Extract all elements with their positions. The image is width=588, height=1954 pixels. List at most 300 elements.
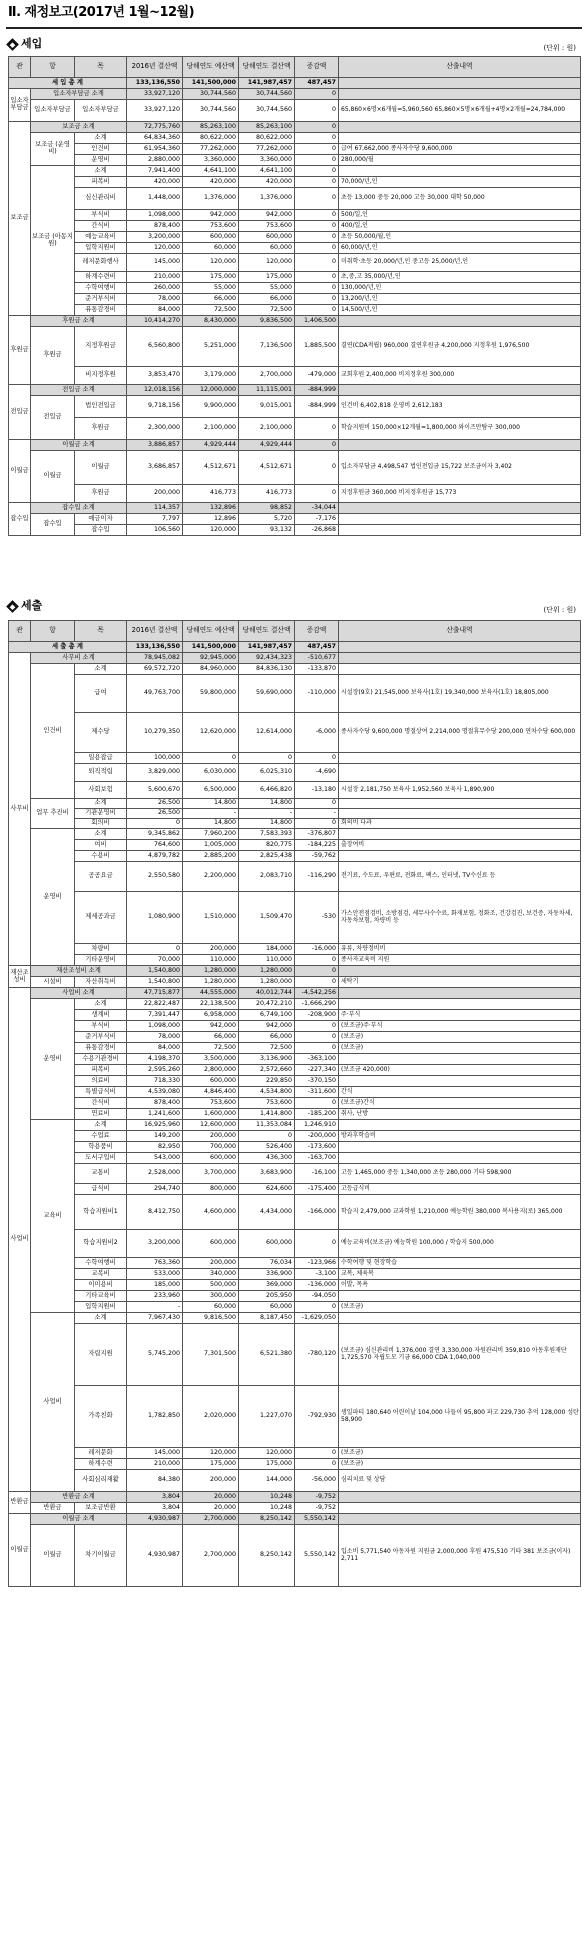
cell-mok: 도서구입비 (75, 1153, 127, 1164)
cell-diff: -9,752 (295, 1492, 339, 1503)
cell-budget: 500,000 (183, 1280, 239, 1291)
table-row (9, 232, 581, 243)
cell-note: 시설장(9호) 21,545,000 보육사(1호) 19,340,000 보육사(1호) 18,805,000 (339, 675, 581, 713)
cell-diff: -34,044 (295, 503, 339, 514)
cell-2016: 149,200 (127, 1131, 183, 1142)
cell-diff: -7,176 (295, 514, 339, 525)
cell-2016: 7,941,400 (127, 166, 183, 177)
cell-mok: 여비 (75, 840, 127, 851)
cell-mok: 소계 (75, 166, 127, 177)
cell-settle: 20,472,210 (239, 999, 295, 1010)
cell-budget: 1,600,000 (183, 1109, 239, 1120)
cell-budget: 942,000 (183, 1021, 239, 1032)
cell-hang: 입소자부담금 (31, 100, 75, 122)
cell-settle: 2,572,660 (239, 1065, 295, 1076)
cell-budget: 120,000 (183, 525, 239, 536)
diamond-bullet-icon (6, 600, 19, 613)
cell-diff: 0 (295, 254, 339, 272)
cell-diff: -175,400 (295, 1184, 339, 1195)
cell-settle: 1,414,800 (239, 1109, 295, 1120)
cell-2016: 5,600,670 (127, 782, 183, 799)
cell-subtotal-label: 후원금 소계 (31, 316, 127, 327)
cell-diff: 0 (295, 272, 339, 283)
table-row (9, 272, 581, 283)
table-row (9, 294, 581, 305)
table-row (9, 166, 581, 177)
cell-mok: 기관운영비 (75, 809, 127, 819)
cell-2016: 100,000 (127, 753, 183, 764)
cell-budget: 9,900,000 (183, 396, 239, 418)
cell-diff: -479,000 (295, 367, 339, 385)
cell-hang: 교육비 (31, 1120, 75, 1313)
cell-diff: -123,966 (295, 1258, 339, 1269)
cell-budget: 66,000 (183, 1032, 239, 1043)
cell-subtotal-label: 입소자부담금 소계 (31, 89, 127, 100)
cell-settle: 85,263,100 (239, 122, 295, 133)
cell-mok: 예능교육비 (75, 232, 127, 243)
cell-mok: 피복비 (75, 1065, 127, 1076)
table-row (9, 955, 581, 966)
table-row (9, 840, 581, 851)
cell-settle: 9,015,001 (239, 396, 295, 418)
cell-budget: 5,251,000 (183, 327, 239, 367)
header-settle: 당해연도 결산액 (239, 57, 295, 78)
cell-diff: 0 (295, 1302, 339, 1313)
cell-hang: 보조금 (운영비) (31, 133, 75, 166)
cell-diff: -116,290 (295, 862, 339, 892)
header-mok: 목 (75, 621, 127, 642)
cell-2016: 49,763,700 (127, 675, 183, 713)
cell-budget: 3,360,000 (183, 155, 239, 166)
cell-budget: 2,885,200 (183, 851, 239, 862)
cell-budget: 340,000 (183, 1269, 239, 1280)
table-row (9, 1503, 581, 1514)
cell-mok: 차량비 (75, 944, 127, 955)
cell-mok: 기타운영비 (75, 955, 127, 966)
income-section-header (8, 38, 42, 50)
cell-settle: 4,512,671 (239, 451, 295, 485)
cell-2016: 16,925,960 (127, 1120, 183, 1131)
cell-settle: 10,248 (239, 1492, 295, 1503)
cell-note: 미취학·초등 20,000/년,인 중고등 25,000/년,인 (339, 254, 581, 272)
cell-settle: 8,187,450 (239, 1313, 295, 1324)
cell-diff: 1,406,500 (295, 316, 339, 327)
table-row (9, 177, 581, 188)
cell-note: 시설장 2,181,750 보육사 1,952,560 보육사 1,890,900 (339, 782, 581, 799)
cell-budget: 22,138,500 (183, 999, 239, 1010)
cell-note (339, 1313, 581, 1324)
income-table-body (9, 89, 581, 536)
cell-mok: 교복비 (75, 1269, 127, 1280)
cell-diff: -227,340 (295, 1065, 339, 1076)
table-row (9, 764, 581, 782)
cell-settle: 144,000 (239, 1470, 295, 1492)
cell-subtotal-label: 전입금 소계 (31, 385, 127, 396)
table-row (9, 1087, 581, 1098)
cell-note: 이발, 목욕 (339, 1280, 581, 1291)
cell-settle: 40,012,744 (239, 988, 295, 999)
cell-note: 학습지 2,479,000 교과학원 1,210,000 예능학원 380,000 복사용지(로) 365,000 (339, 1195, 581, 1230)
cell-diff: 5,550,142 (295, 1525, 339, 1587)
cell-mok: 부식비 (75, 210, 127, 221)
cell-2016: 78,000 (127, 294, 183, 305)
cell-2016: 878,400 (127, 221, 183, 232)
cell-mok: 차기이월금 (75, 1525, 127, 1587)
table-row (9, 485, 581, 503)
table-row (9, 1470, 581, 1492)
cell-2016: 420,000 (127, 177, 183, 188)
cell-budget: 3,179,000 (183, 367, 239, 385)
cell-2016: 8,412,750 (127, 1195, 183, 1230)
cell-diff: 0 (295, 1448, 339, 1459)
cell-note (339, 440, 581, 451)
cell-2016: 82,950 (127, 1142, 183, 1153)
cell-diff: -510,677 (295, 653, 339, 664)
cell-subtotal-label: 잡수입 소계 (31, 503, 127, 514)
subtotal-row (9, 1514, 581, 1525)
cell-2016: 72,775,760 (127, 122, 183, 133)
cell-mok: 예금이자 (75, 514, 127, 525)
cell-budget: 175,000 (183, 272, 239, 283)
cell-mok: 소계 (75, 1313, 127, 1324)
cell-note: 회의비 다과 (339, 819, 581, 829)
cell-budget: 600,000 (183, 1230, 239, 1258)
cell-diff: -16,100 (295, 1164, 339, 1184)
cell-settle: 600,000 (239, 1230, 295, 1258)
header-note: 산출내역 (339, 57, 581, 78)
table-row (9, 1131, 581, 1142)
cell-hang: 운영비 (31, 999, 75, 1120)
cell-note: 70,000/년,인 (339, 177, 581, 188)
cell-diff: -370,150 (295, 1076, 339, 1087)
cell-settle: 4,534,800 (239, 1087, 295, 1098)
cell-mok: 간식비 (75, 221, 127, 232)
cell-note: 출장여비 (339, 840, 581, 851)
cell-budget: 700,000 (183, 1142, 239, 1153)
table-row (9, 283, 581, 294)
cell-note: 초등 13,000 중등 20,000 고등 30,000 대학 50,000 (339, 188, 581, 210)
cell-budget: 55,000 (183, 283, 239, 294)
cell-note (339, 1492, 581, 1503)
cell-hang: 운영비 (31, 829, 75, 966)
cell-budget: 110,000 (183, 955, 239, 966)
cell-note: (보조금) (339, 1043, 581, 1054)
cell-diff: 0 (295, 89, 339, 100)
cell-budget: 1,376,000 (183, 188, 239, 210)
cell-note: 교회후원 2,400,000 비지정후원 300,000 (339, 367, 581, 385)
cell-hang: 후원금 (31, 327, 75, 385)
cell-mok: 일용잡급 (75, 753, 127, 764)
cell-budget: 12,000,000 (183, 385, 239, 396)
cell-budget: 4,512,671 (183, 451, 239, 485)
cell-diff: 0 (295, 1098, 339, 1109)
cell-mok: 연료비 (75, 1109, 127, 1120)
cell-settle: 820,775 (239, 840, 295, 851)
cell-mok: 소계 (75, 133, 127, 144)
cell-2016: 1,448,000 (127, 188, 183, 210)
cell-mok: 생계비 (75, 1010, 127, 1021)
cell-budget: 80,622,000 (183, 133, 239, 144)
cell-diff: -6,000 (295, 713, 339, 753)
cell-note: 400/일,인 (339, 221, 581, 232)
cell-budget: 14,800 (183, 819, 239, 829)
cell-mok: 심신관리비 (75, 188, 127, 210)
cell-2016: 1,098,000 (127, 210, 183, 221)
cell-settle: 3,136,900 (239, 1054, 295, 1065)
table-row (9, 1021, 581, 1032)
cell-diff: -166,000 (295, 1195, 339, 1230)
table-row (9, 1386, 581, 1448)
cell-budget: 6,030,000 (183, 764, 239, 782)
total-diff: 487,457 (295, 78, 339, 89)
header-diff: 증감액 (295, 621, 339, 642)
table-row (9, 1448, 581, 1459)
cell-mok: 잡수입 (75, 525, 127, 536)
cell-2016: 145,000 (127, 1448, 183, 1459)
cell-budget: - (183, 809, 239, 819)
table-row (9, 1032, 581, 1043)
table-row (9, 713, 581, 753)
cell-subtotal-label: 재산조성비 소계 (31, 966, 127, 977)
diamond-bullet-icon (6, 38, 19, 51)
cell-2016: 70,000 (127, 955, 183, 966)
cell-budget: 800,000 (183, 1184, 239, 1195)
cell-diff: -1,666,290 (295, 999, 339, 1010)
cell-note: 14,500/년,인 (339, 305, 581, 316)
cell-settle: 184,000 (239, 944, 295, 955)
cell-diff: -110,000 (295, 675, 339, 713)
cell-settle: 60,000 (239, 1302, 295, 1313)
cell-diff: -780,120 (295, 1324, 339, 1386)
cell-diff: 0 (295, 122, 339, 133)
cell-2016: 4,930,987 (127, 1525, 183, 1587)
cell-settle: 5,720 (239, 514, 295, 525)
cell-settle: 753,600 (239, 221, 295, 232)
cell-note (339, 514, 581, 525)
table-row (9, 1164, 581, 1184)
cell-diff: 0 (295, 955, 339, 966)
cell-2016: 878,400 (127, 1098, 183, 1109)
cell-diff: 0 (295, 440, 339, 451)
cell-note: 입소비 5,771,540 아동자원 지원금 2,000,000 후원 475,510 기타 381 보조금(이자) 2,711 (339, 1525, 581, 1587)
cell-2016: 26,500 (127, 799, 183, 809)
cell-settle: 10,248 (239, 1503, 295, 1514)
header-settle: 당해연도 결산액 (239, 621, 295, 642)
subtotal-row (9, 316, 581, 327)
cell-mok: 이월금 (75, 451, 127, 485)
cell-diff: 0 (295, 1230, 339, 1258)
cell-2016: 84,000 (127, 305, 183, 316)
cell-2016: 4,930,987 (127, 1514, 183, 1525)
cell-budget: 200,000 (183, 1131, 239, 1142)
cell-budget: 2,800,000 (183, 1065, 239, 1076)
cell-note: 주·부식 (339, 1010, 581, 1021)
cell-subtotal-label: 보조금 소계 (31, 122, 127, 133)
cell-mok: 자립지원 (75, 1324, 127, 1386)
cell-gwan: 후원금 (9, 316, 31, 385)
cell-note: 입소자부담금 4,498,547 법인전입금 15,722 보조금이자 3,402 (339, 451, 581, 485)
cell-2016: 200,000 (127, 485, 183, 503)
cell-note (339, 999, 581, 1010)
cell-budget: 175,000 (183, 1459, 239, 1470)
cell-settle: 1,280,000 (239, 966, 295, 977)
cell-settle: 77,262,000 (239, 144, 295, 155)
cell-note (339, 1142, 581, 1153)
cell-budget: 200,000 (183, 944, 239, 955)
expense-total-row (9, 642, 581, 653)
table-row (9, 1142, 581, 1153)
table-row (9, 1230, 581, 1258)
cell-mok: 운영비 (75, 155, 127, 166)
header-diff: 증감액 (295, 57, 339, 78)
cell-settle: 11,115,001 (239, 385, 295, 396)
cell-diff: -530 (295, 892, 339, 944)
cell-diff: -200,000 (295, 1131, 339, 1142)
cell-settle: 6,025,310 (239, 764, 295, 782)
cell-settle: 416,773 (239, 485, 295, 503)
cell-settle: 120,000 (239, 254, 295, 272)
header-hang: 항 (31, 621, 75, 642)
cell-settle: 93,132 (239, 525, 295, 536)
table-row (9, 155, 581, 166)
table-row (9, 1010, 581, 1021)
expense-unit: (단위 : 원) (543, 606, 576, 614)
cell-settle: 942,000 (239, 210, 295, 221)
cell-budget: 6,500,000 (183, 782, 239, 799)
total-budget: 141,500,000 (183, 642, 239, 653)
cell-budget: 600,000 (183, 232, 239, 243)
cell-2016: 543,000 (127, 1153, 183, 1164)
cell-2016: 9,718,156 (127, 396, 183, 418)
cell-settle: 336,900 (239, 1269, 295, 1280)
cell-2016: 2,595,260 (127, 1065, 183, 1076)
subtotal-row (9, 653, 581, 664)
table-row (9, 753, 581, 764)
cell-settle: 229,850 (239, 1076, 295, 1087)
cell-mok: 급여 (75, 675, 127, 713)
table-row (9, 664, 581, 675)
cell-note: 130,000/년,인 (339, 283, 581, 294)
cell-2016: 64,834,360 (127, 133, 183, 144)
cell-budget: 753,600 (183, 1098, 239, 1109)
cell-note (339, 829, 581, 840)
cell-diff: 0 (295, 243, 339, 254)
cell-note: (보조금) (339, 1032, 581, 1043)
cell-settle: 14,800 (239, 819, 295, 829)
table-row (9, 525, 581, 536)
cell-budget: 92,945,000 (183, 653, 239, 664)
cell-mok: 퓨통감경비 (75, 305, 127, 316)
cell-diff: 0 (295, 819, 339, 829)
cell-diff: -59,762 (295, 851, 339, 862)
cell-2016: 294,740 (127, 1184, 183, 1195)
cell-diff: -26,868 (295, 525, 339, 536)
cell-settle: 1,280,000 (239, 977, 295, 988)
cell-2016: 260,000 (127, 283, 183, 294)
cell-settle: 0 (239, 753, 295, 764)
cell-mok: 제세공과금 (75, 892, 127, 944)
cell-gwan: 반환금 (9, 1492, 31, 1514)
cell-mok: 사회심리재활 (75, 1470, 127, 1492)
cell-gwan: 전입금 (9, 385, 31, 440)
cell-diff: -376,807 (295, 829, 339, 840)
cell-budget: 8,430,000 (183, 316, 239, 327)
table-row (9, 782, 581, 799)
cell-settle: 110,000 (239, 955, 295, 966)
cell-mok: 가족친화 (75, 1386, 127, 1448)
cell-diff: 0 (295, 232, 339, 243)
cell-gwan: 재산조성비 (9, 966, 31, 988)
cell-diff: -56,000 (295, 1470, 339, 1492)
cell-note: 280,000/월 (339, 155, 581, 166)
cell-mok: 소계 (75, 999, 127, 1010)
table-row (9, 1195, 581, 1230)
cell-note: 생일파티 180,640 어린이날 104,000 나들이 95,800 파고 229,730 추억 128,000 성탄 58,900 (339, 1386, 581, 1448)
cell-budget: 85,263,100 (183, 122, 239, 133)
header-budget: 당해연도 예산액 (183, 621, 239, 642)
cell-diff: 0 (295, 177, 339, 188)
expense-table-body (9, 653, 581, 1587)
cell-gwan: 보조금 (9, 122, 31, 316)
cell-settle: 66,000 (239, 1032, 295, 1043)
cell-mok: 학용품비 (75, 1142, 127, 1153)
cell-settle: 6,749,100 (239, 1010, 295, 1021)
table-row (9, 977, 581, 988)
cell-2016: 3,200,000 (127, 232, 183, 243)
cell-diff: -792,930 (295, 1386, 339, 1448)
table-row (9, 1258, 581, 1269)
cell-hang: 업무 추진비 (31, 799, 75, 829)
total-budget: 141,500,000 (183, 78, 239, 89)
cell-subtotal-label: 이월금 소계 (31, 440, 127, 451)
cell-diff: 0 (295, 485, 339, 503)
cell-diff: -184,225 (295, 840, 339, 851)
cell-2016: 1,098,000 (127, 1021, 183, 1032)
cell-subtotal-label: 사업비 소계 (31, 988, 127, 999)
cell-note (339, 753, 581, 764)
cell-mok: 소계 (75, 829, 127, 840)
table-row (9, 1324, 581, 1386)
table-row (9, 1302, 581, 1313)
cell-2016: 210,000 (127, 272, 183, 283)
table-row (9, 1525, 581, 1587)
cell-settle: 175,000 (239, 1459, 295, 1470)
cell-diff: -1,629,050 (295, 1313, 339, 1324)
total-label: 세 입 총 계 (9, 78, 127, 89)
income-header-row (9, 57, 581, 78)
cell-2016: 61,954,360 (127, 144, 183, 155)
cell-diff: 0 (295, 305, 339, 316)
cell-2016: 84,000 (127, 1043, 183, 1054)
cell-settle: 55,000 (239, 283, 295, 294)
cell-note (339, 1120, 581, 1131)
cell-diff: -173,600 (295, 1142, 339, 1153)
income-unit: (단위 : 원) (543, 44, 576, 52)
cell-2016: 233,960 (127, 1291, 183, 1302)
cell-subtotal-label: 사무비 소계 (31, 653, 127, 664)
cell-diff: 0 (295, 1032, 339, 1043)
cell-note: 가스안전점검비, 소방점검, 세무사수수료, 화재보험, 정화조, 건강검진, 보건증, 자동차세, 자동차보험, 차량비 등 (339, 892, 581, 944)
expense-section-title: 세출 (21, 599, 43, 612)
cell-note: (보조금) (339, 1302, 581, 1313)
cell-mok: 회의비 (75, 819, 127, 829)
cell-2016: 1,540,800 (127, 977, 183, 988)
cell-2016: 4,879,782 (127, 851, 183, 862)
table-row (9, 1043, 581, 1054)
cell-2016: 47,715,877 (127, 988, 183, 999)
table-row (9, 892, 581, 944)
cell-2016: 145,000 (127, 254, 183, 272)
